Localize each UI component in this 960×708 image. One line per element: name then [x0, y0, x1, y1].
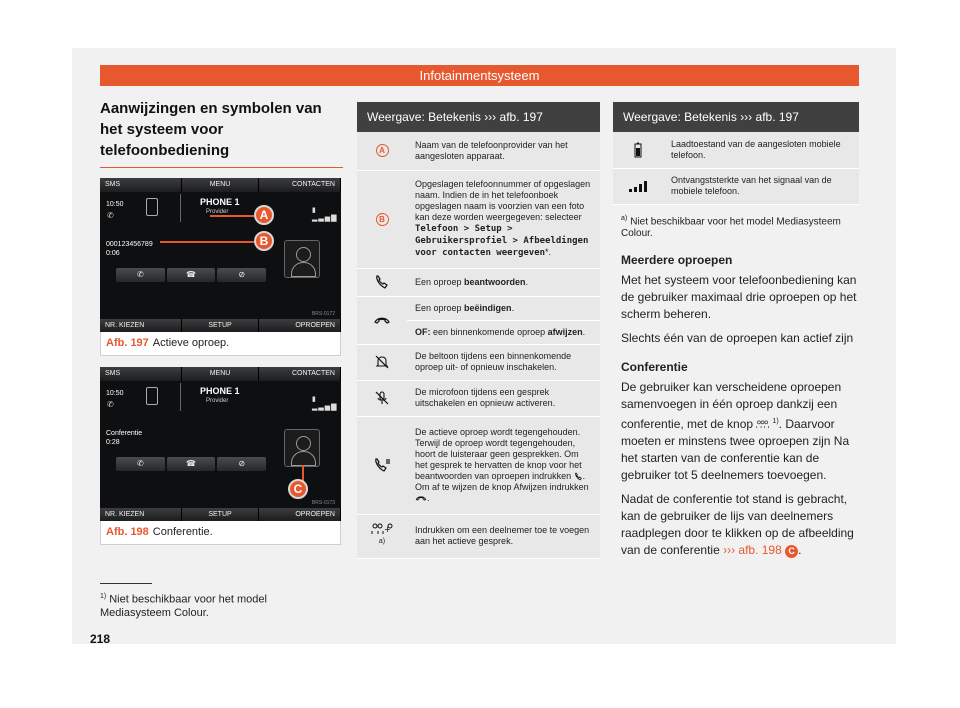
end-call-button[interactable]: ☎ [167, 268, 216, 282]
figure-reference-link[interactable]: ››› afb. 198 [723, 542, 782, 557]
dial-number-softkey[interactable]: NR. KIEZEN [100, 319, 182, 332]
mute-mic-button[interactable]: ⊘ [217, 268, 266, 282]
screen-time: 10:50 [106, 201, 124, 208]
figure-198 [100, 367, 341, 545]
phone-status-icon: ✆ [107, 400, 114, 409]
table-row: A Naam van de telefoonprovider van het aangesloten apparaat. [357, 132, 600, 170]
page-number: 218 [90, 632, 111, 646]
table-row: Een oproep beantwoorden. [357, 268, 600, 296]
call-duration: 0:28 [106, 439, 120, 446]
image-ref: BRS-0173 [311, 500, 335, 506]
call-buttons [116, 457, 266, 471]
right-column [613, 102, 859, 566]
table-row: + $^{a)}$ Indrukken om een deelnemer toe te voegen aan het actieve gesprek. [357, 514, 600, 558]
contact-avatar [284, 240, 320, 278]
page-footnote: $^{1)}$ Niet beschikbaar voor het model Mediasysteem Colour. [100, 593, 267, 619]
conference-label: Conferentie [106, 430, 143, 437]
end-call-button[interactable]: ☎ [167, 457, 216, 471]
call-info [106, 429, 142, 447]
table-row: B Opgeslagen telefoonnummer of opgeslagen naam. Indien de in het telefoonboek opgeslagen naam is voorzien van een foto kan deze worden weergegeven: selecteer Telefoon > Setup > Gebruikersprofiel > Afbeeldingen voor contacten weergeven*. [357, 170, 600, 268]
conference-icon [756, 419, 772, 430]
phone-number: 000123456789 [106, 241, 153, 248]
phone-title: PHONE 1 [200, 386, 240, 396]
figure-197 [100, 178, 341, 356]
call-info [106, 240, 153, 258]
accept-call-icon [374, 274, 390, 290]
hold-call-button[interactable]: ✆ [116, 268, 165, 282]
table-row: De microfoon tijdens een gesprek uitschakelen en opnieuw activeren. [357, 380, 600, 416]
menu-softkey[interactable]: MENU [182, 367, 259, 381]
body-text: Meerdere oproepen Met het systeem voor telefoonbediening kan de gebruiker maximaal drie oproepen op het scherm beheren. Slechts één van de oproepen kan actief zijn Conferentie De gebruiker kan verscheidene oproepen samenvoegen in één oproep dankzij een conferentie, met de knop $^{1)}$. Daarvoor moeten er minstens twee oproepen zijn Na het starten van de conferentie kan de gebruiker tot 5 deelnemers toevoegen. Nadat de conferentie tot stand is gebracht, kan de gebruiker de lijs van deelnemers raadplegen door te klikken op de afbeelding van de conferentie ››› afb. 198 C . [613, 252, 859, 559]
battery-icon [633, 142, 643, 158]
image-ref: BRS-0172 [311, 311, 335, 317]
figure-number: Afb. 197 [106, 337, 149, 349]
table-header: Weergave: Betekenis ››› afb. 197 [613, 102, 859, 132]
phone-screen-active-call [100, 178, 341, 332]
conference-avatar[interactable] [284, 429, 320, 467]
figure-caption: Afb. 197 Actieve oproep. [100, 332, 341, 356]
table-row: Ontvangststerkte van het signaal van de mobiele telefoon. [613, 168, 859, 204]
end-call-icon [415, 494, 427, 502]
call-duration: 0:06 [106, 250, 120, 257]
call-buttons [116, 268, 266, 282]
mobile-phone-icon [146, 387, 158, 405]
marker-c-icon: C [785, 545, 798, 558]
screen-time: 10:50 [106, 390, 124, 397]
screen-bottom-bar [100, 319, 341, 332]
chapter-header: Infotainmentsysteem [100, 65, 859, 86]
battery-signal-icon: ▮ ▂▃▅▇ [312, 207, 338, 222]
sms-softkey[interactable]: SMS [100, 178, 182, 192]
callout-c: C [288, 479, 308, 499]
contacts-softkey[interactable]: CONTACTEN [259, 367, 341, 381]
table-footnote: $^{a)}$ Niet beschikbaar voor het model Mediasysteem Colour. [621, 214, 841, 239]
svg-text:+: + [384, 525, 391, 534]
section-title: Aanwijzingen en symbolen van het systeem voor telefoonbediening [100, 98, 343, 168]
mute-microphone-icon [374, 390, 390, 406]
dial-number-softkey[interactable]: NR. KIEZEN [100, 508, 182, 521]
table-row: De actieve oproep wordt tegengehouden. Terwijl de oproep wordt tegengehouden, hoort de luisteraar geen gesprekken. Om het gesprek te hervatten de knop voor het beantwoorden van oproepen indrukken . Om af te wijzen de knop Afwijzen indrukken . [357, 416, 600, 514]
mute-mic-button[interactable]: ⊘ [217, 457, 266, 471]
figure-caption: Afb. 198 Conferentie. [100, 521, 341, 545]
accept-call-icon [574, 472, 583, 481]
table-row: De beltoon tijdens een binnenkomende oproep uit- of opnieuw inschakelen. [357, 344, 600, 380]
mute-ringtone-icon [374, 354, 390, 370]
screen-bottom-bar [100, 508, 341, 521]
end-call-icon [373, 315, 391, 325]
mobile-phone-icon [146, 198, 158, 216]
callout-a: A [254, 205, 274, 225]
setup-softkey[interactable]: SETUP [182, 319, 259, 332]
setup-softkey[interactable]: SETUP [182, 508, 259, 521]
heading-conference: Conferentie [621, 359, 688, 374]
callout-b: B [254, 231, 274, 251]
screen-top-bar [100, 367, 341, 381]
hold-call-icon [373, 457, 391, 473]
marker-b-icon: B [376, 213, 389, 226]
table-row: Een oproep beëindigen. OF: een binnenkomende oproep afwijzen. [357, 296, 600, 344]
add-participant-icon [371, 522, 393, 536]
symbol-table [357, 102, 600, 559]
provider-label: Provider [206, 209, 229, 215]
provider-label: Provider [206, 398, 229, 404]
heading-multiple-calls: Meerdere oproepen [621, 252, 733, 267]
signal-strength-icon [628, 180, 648, 192]
sms-softkey[interactable]: SMS [100, 367, 182, 381]
phone-screen-conference [100, 367, 341, 521]
phone-status-icon: ✆ [107, 211, 114, 220]
left-column [100, 98, 343, 545]
calls-softkey[interactable]: OPROEPEN [259, 508, 341, 521]
calls-softkey[interactable]: OPROEPEN [259, 319, 341, 332]
phone-title: PHONE 1 [200, 197, 240, 207]
figure-number: Afb. 198 [106, 526, 149, 538]
battery-signal-icon: ▮ ▂▃▅▇ [312, 396, 338, 411]
menu-softkey[interactable]: MENU [182, 178, 259, 192]
marker-a-icon: A [376, 144, 389, 157]
screen-top-bar [100, 178, 341, 192]
table-header: Weergave: Betekenis ››› afb. 197 [357, 102, 600, 132]
contacts-softkey[interactable]: CONTACTEN [259, 178, 341, 192]
hold-call-button[interactable]: ✆ [116, 457, 165, 471]
table-row: Laadtoestand van de aangesloten mobiele telefoon. [613, 132, 859, 168]
